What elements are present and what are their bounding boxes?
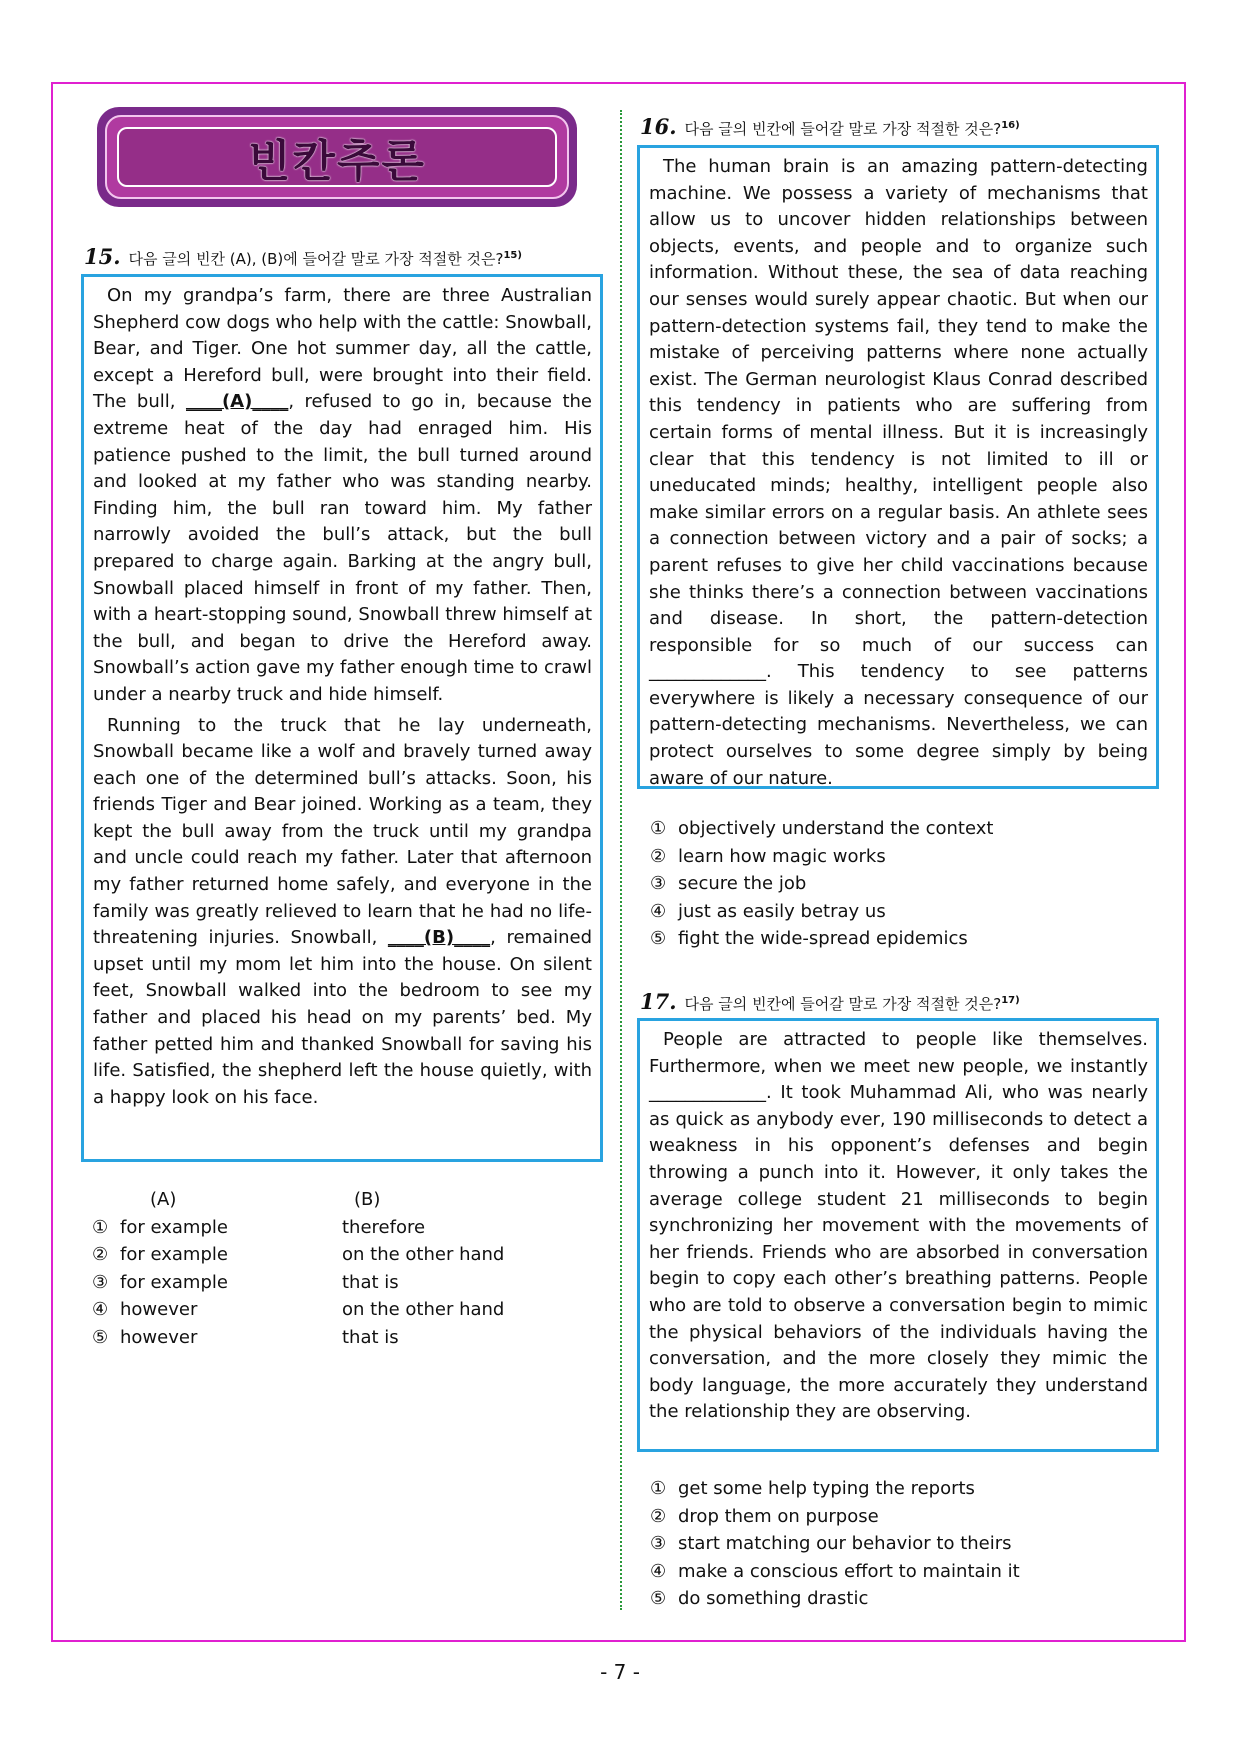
q15-options-header: (A) (B) [150,1189,381,1210]
q15-blank-a: ____(A)____ [185,391,289,413]
q16-number: 16. [640,114,677,139]
section-title-badge [97,107,577,207]
q17-option-5[interactable]: ⑤ do something drastic [650,1588,869,1609]
section-title: 빈칸추론 [247,136,426,187]
q17-blank: _____________ [649,1082,766,1104]
q15-option-1[interactable]: ① for example therefore [92,1216,426,1238]
q17-footnote: 17) [1001,995,1020,1006]
q16-footnote: 16) [1001,120,1020,131]
q17-option-4[interactable]: ④ make a conscious effort to maintain it [650,1560,1020,1582]
q15-paragraph-1: On my grandpa’s farm, there are three Australian Shepherd cow dogs who help with the cattle: Snowball, Bear, and Tiger. One hot summer day, all the cattle, except a Hereford bull, were brought into their field. The bull, ____(A)____, refused to go in, because the extreme heat of the day had enraged him. His patience pushed to the limit, the bull turned around and looked at my father who was standing nearby. Finding him, the bull ran toward him. My father narrowly avoided the bull’s attack, but the bull prepared to charge again. Barking at the angry bull, Snowball placed himself in front of my father. Then, with a heart-stopping sound, Snowball threw himself at the bull, and began to drive the Hereford away. Snowball’s action gave my father enough time to crawl under a nearby truck and hide himself. [93,285,592,705]
q16-header [640,114,1020,139]
q15-option-5[interactable]: ⑤ however that is [92,1326,399,1348]
q17-header [640,989,1020,1014]
q17-option-1[interactable]: ① get some help typing the reports [650,1478,975,1499]
q15-option-2[interactable]: ② for example on the other hand [92,1244,505,1265]
q15-paragraph-2: Running to the truck that he lay underneath, Snowball became like a wolf and bravely turned away each one of the determined bull’s attacks. Soon, his friends Tiger and Bear joined. Working as a team, they kept the bull away from the truck until my grandpa and uncle could reach my father. Later that afternoon my father returned home safely, and everyone in the family was greatly relieved to learn that he had no life-threatening injuries. Snowball, ____(B)____, remained upset until my mom let him into the house. On silent feet, Snowball walked into the bedroom to see my father and placed his head on my parents’ bed. My father petted him and thanked Snowball for saving his life. Satisfied, the shepherd left the house quietly, with a happy look on his face. [93,714,592,1108]
q15-footnote: 15) [503,250,522,261]
q16-paragraph: The human brain is an amazing pattern-detecting machine. We possess a variety of mechanisms that allow us to uncover hidden relationships between objects, events, and people and to organize such information. Without these, the sea of data reaching our senses would surely appear chaotic. But when our pattern-detection systems fail, they tend to make the mistake of perceiving patterns where none actually exist. The German neurologist Klaus Conrad described this tendency in patients who are suffering from certain forms of mental illness. But it is increasingly clear that this tendency is not limited to ill or uneducated minds; healthy, intelligent people also make similar errors on a regular basis. An athlete sees a connection between victory and a pair of socks; a parent refuses to give her child vaccinations because she thinks there’s a connection between vaccinations and disease. In short, the pattern-detection responsible for so much of our success can _____________. This tendency to see patterns everywhere is likely a necessary consequence of our pattern-detecting mechanisms. Nevertheless, we can protect ourselves to some degree simply by being aware of our nature. [649,156,1148,789]
q16-option-3[interactable]: ③ secure the job [650,873,807,894]
page-number: - 7 - [600,1660,640,1684]
q15-options [92,1186,504,1351]
q15-option-3[interactable]: ③ for example that is [92,1271,399,1293]
column-divider [620,110,622,1610]
q15-passage-box [81,274,603,1162]
q16-option-1[interactable]: ① objectively understand the context [650,818,994,839]
q16-passage-box [637,145,1159,789]
q17-paragraph: People are attracted to people like themselves. Furthermore, when we meet new people, we instantly _____________. It took Muhammad Ali, who was nearly as quick as anybody ever, 190 milliseconds to detect a weakness in his opponent’s defenses and begin throwing a punch into it. However, it only takes the average college student 21 milliseconds to begin synchronizing her movement with the movements of her friends. Friends who are absorbed in conversation begin to copy each other’s breathing patterns. People who are told to observe a conversation begin to mimic the physical behaviors of the individuals having the conversation, and the more closely they mimic the body language, the more accurately they understand the relationship they are observing. [649,1029,1148,1423]
q15-header [84,244,522,269]
q15-blank-b: ____(B)____ [387,927,491,949]
q17-instruction: 다음 글의 빈칸에 들어갈 말로 가장 적절한 것은?$^{17)}$ [684,995,1020,1013]
q16-option-4[interactable]: ④ just as easily betray us [650,900,886,922]
q17-option-3[interactable]: ③ start matching our behavior to theirs [650,1533,1012,1554]
q17-option-2[interactable]: ② drop them on purpose [650,1505,879,1527]
q15-option-4[interactable]: ④ however on the other hand [92,1299,505,1320]
q16-blank: _____________ [649,661,766,683]
q17-number: 17. [640,989,677,1014]
q16-instruction: 다음 글의 빈칸에 들어갈 말로 가장 적절한 것은?$^{16)}$ [684,120,1020,138]
q16-options [650,815,993,953]
q16-option-2[interactable]: ② learn how magic works [650,845,886,867]
q17-options [650,1475,1020,1613]
q15-instruction: 다음 글의 빈칸 (A), (B)에 들어갈 말로 가장 적절한 것은?$^{15)}$ [128,250,522,268]
q17-passage-box [637,1018,1159,1452]
q15-number: 15. [84,244,121,269]
q16-option-5[interactable]: ⑤ fight the wide-spread epidemics [650,928,968,949]
